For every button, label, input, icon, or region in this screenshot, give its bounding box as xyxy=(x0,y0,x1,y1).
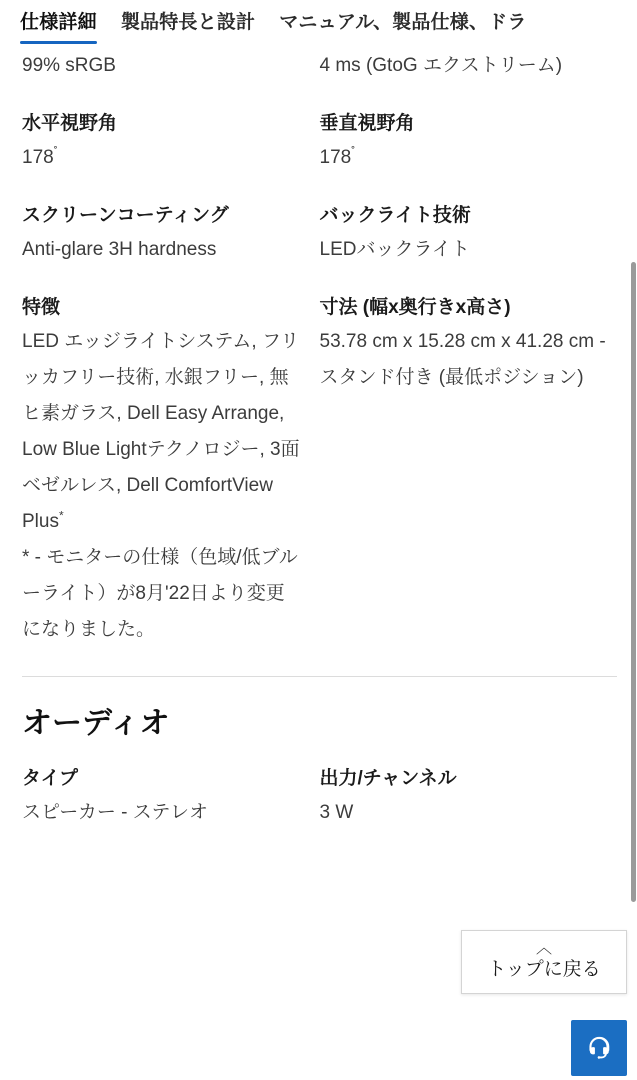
spec-value: 4 ms (GtoG エクストリーム) xyxy=(319,55,563,76)
spec-value-text: 178 xyxy=(319,147,352,168)
asterisk-symbol: * xyxy=(58,508,64,523)
spec-value: 53.78 cm x 15.28 cm x 41.28 cm - スタンド付き (最低ポジション) xyxy=(319,331,606,388)
spec-cell-vertical-viewing-angle xyxy=(320,110,618,176)
tab-label: マニュアル、製品仕様、ドラ xyxy=(279,12,527,33)
spec-cell-color-gamut xyxy=(22,48,320,84)
chevron-up-icon: ︿ xyxy=(535,940,552,957)
tab-label: 仕様詳細 xyxy=(20,12,97,33)
spec-label: タイプ xyxy=(22,768,79,789)
spec-row-partial xyxy=(22,48,617,84)
spec-row-audio xyxy=(22,765,617,831)
spacer xyxy=(22,176,617,202)
spec-cell-backlight-technology xyxy=(320,202,618,268)
spec-cell-response-time xyxy=(320,48,618,84)
spec-label: バックライト技術 xyxy=(319,205,471,226)
tab-manuals-drivers[interactable] xyxy=(267,0,538,46)
back-to-top-button[interactable] xyxy=(461,930,627,994)
spec-label: 寸法 (幅x奥行きx高さ) xyxy=(319,297,511,318)
spec-value-text: 178 xyxy=(22,147,54,168)
spec-value: スピーカー - ステレオ xyxy=(22,802,208,823)
support-chat-button[interactable] xyxy=(571,1020,627,1076)
spec-cell-audio-output xyxy=(320,765,618,831)
spec-label: 水平視野角 xyxy=(22,113,118,134)
spec-value-text: LED エッジライトシステム, フリッカフリー技術, 水銀フリー, 無ヒ素ガラス, Dell Easy Arrange, Low Blue Lightテクノロジー, 3面ベゼルレス, Dell ComfortView Plus xyxy=(22,331,300,532)
spec-label: 特徴 xyxy=(22,297,61,318)
spec-cell-audio-type xyxy=(22,765,320,831)
section-divider xyxy=(22,676,617,677)
spec-footnote: * - モニターの仕様（色域/低ブルーライト）が8月'22日より変更になりました。 xyxy=(22,547,298,640)
spec-value xyxy=(22,324,304,540)
spec-value xyxy=(320,140,618,176)
headset-icon xyxy=(585,1034,613,1062)
tab-label: 製品特長と設計 xyxy=(120,12,256,33)
spec-content xyxy=(0,48,637,1080)
spec-value: 99% sRGB xyxy=(22,55,116,76)
spec-value: Anti-glare 3H hardness xyxy=(22,239,217,260)
spec-row-coating-backlight xyxy=(22,202,617,268)
spec-value: 3 W xyxy=(319,802,354,823)
tab-specifications[interactable] xyxy=(20,0,109,46)
spec-cell-screen-coating xyxy=(22,202,320,268)
back-to-top-label: トップに戻る xyxy=(487,959,601,980)
spec-row-features-dimensions xyxy=(22,294,617,648)
spacer xyxy=(22,84,617,110)
spec-value xyxy=(22,140,304,176)
spec-label: スクリーンコーティング xyxy=(22,205,229,226)
scrollbar-thumb[interactable] xyxy=(631,262,636,902)
page-scrollbar[interactable] xyxy=(631,48,637,1080)
degree-symbol: ˚ xyxy=(351,144,356,159)
degree-symbol: ˚ xyxy=(53,144,58,159)
spacer xyxy=(22,268,617,294)
spec-cell-horizontal-viewing-angle xyxy=(22,110,320,176)
spec-tabbar xyxy=(0,0,637,48)
tab-features-design[interactable] xyxy=(109,0,267,46)
spec-cell-dimensions xyxy=(320,294,618,648)
section-title-audio: オーディオ xyxy=(22,707,170,740)
spec-label: 出力/チャンネル xyxy=(319,768,457,789)
spec-row-viewing-angle xyxy=(22,110,617,176)
spec-cell-features xyxy=(22,294,320,648)
spec-label: 垂直視野角 xyxy=(319,113,415,134)
spec-value: LEDバックライト xyxy=(319,239,470,260)
